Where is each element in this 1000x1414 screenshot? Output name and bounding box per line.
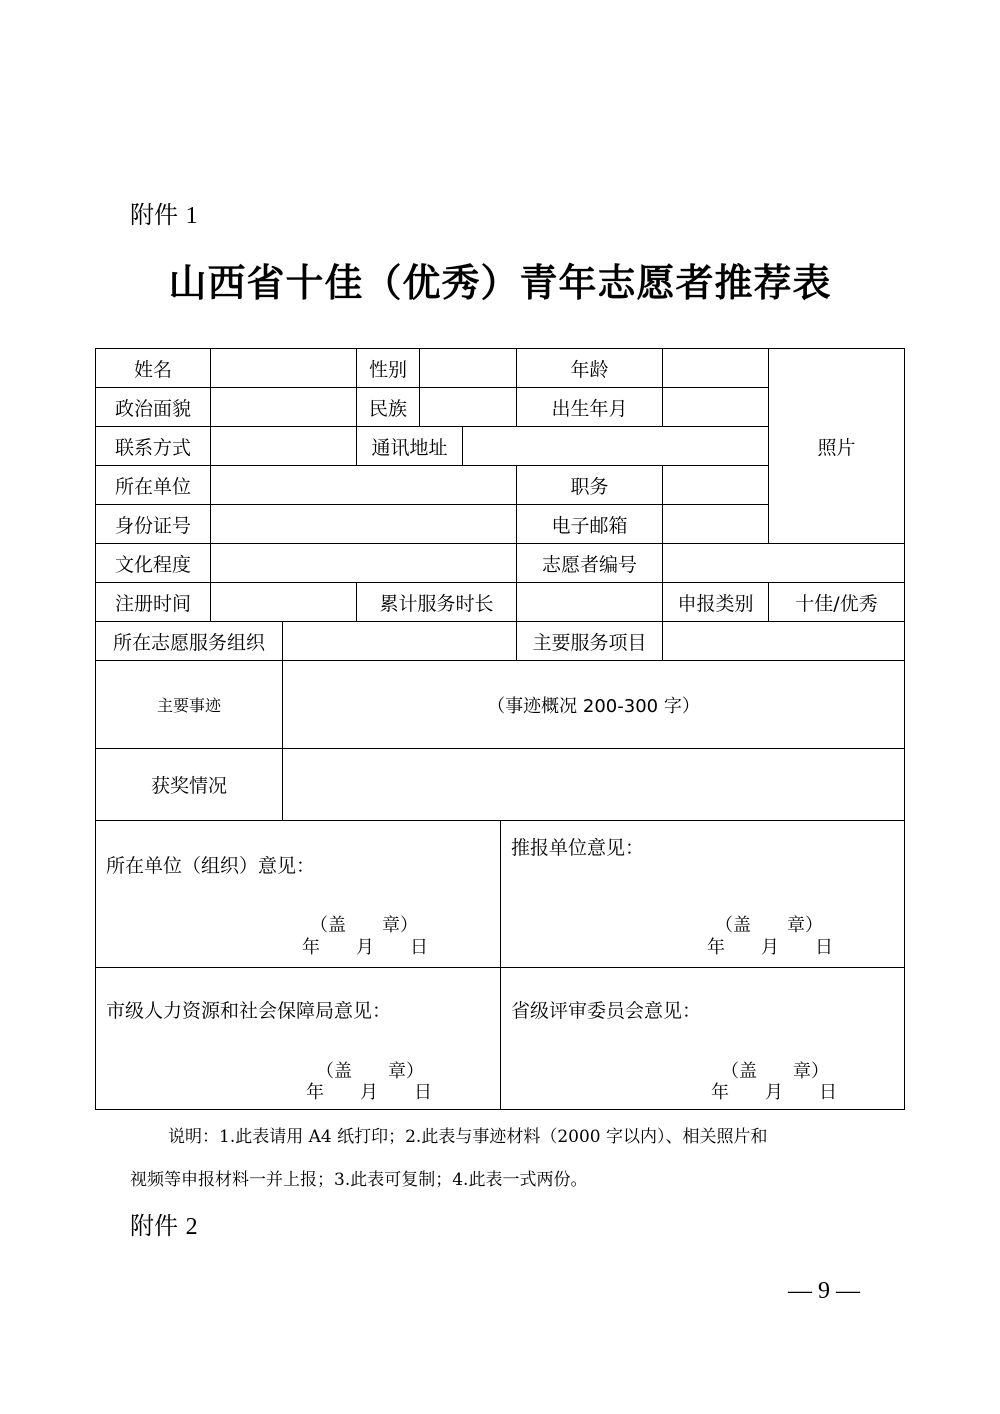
field-id-number[interactable] [211,505,517,544]
label-birth: 出生年月 [517,388,663,427]
label-service-hours: 累计服务时长 [357,583,517,622]
page-number: — 9 — [788,1278,860,1304]
opinion-unit-box[interactable] [96,821,501,968]
attachment-number: 2 [185,1214,198,1240]
field-organization[interactable] [283,622,517,661]
label-address: 通讯地址 [357,427,463,466]
date-text: 年 月 日 [711,1082,837,1103]
field-service-hours[interactable] [517,583,663,622]
date-text: 年 月 日 [302,937,428,958]
note-line-2: 视频等申报材料一并上报；3.此表可复制；4.此表一式两份。 [130,1170,588,1190]
label-contact: 联系方式 [96,427,211,466]
label-main-project: 主要服务项目 [517,622,663,661]
field-ethnicity[interactable] [420,388,517,427]
field-email[interactable] [663,505,769,544]
field-volunteer-id[interactable] [663,544,904,583]
seal-text: （盖 章） [316,1061,424,1082]
label-category: 申报类别 [663,583,769,622]
field-awards[interactable] [283,749,904,821]
label-education: 文化程度 [96,544,211,583]
seal-text: （盖 章） [310,915,418,936]
attachment-2-heading [130,1206,198,1241]
attachment-heading [130,195,198,230]
field-contact[interactable] [211,427,357,466]
field-category[interactable]: 十佳/优秀 [769,583,904,622]
seal-text: （盖 章） [721,1061,829,1082]
note-line-1: 说明：1.此表请用 A4 纸打印；2.此表与事迹材料（2000 字以内）、相关照片和 [168,1127,768,1147]
field-address[interactable] [463,427,769,466]
field-age[interactable] [663,349,769,388]
opinion-recommender-label: 推报单位意见： [511,837,645,859]
label-ethnicity: 民族 [357,388,420,427]
label-organization: 所在志愿服务组织 [96,622,283,661]
label-volunteer-id: 志愿者编号 [517,544,663,583]
field-main-project[interactable] [663,622,904,661]
date-text: 年 月 日 [306,1082,432,1103]
label-register-time: 注册时间 [96,583,211,622]
field-deeds[interactable]: （事迹概况 200-300 字） [283,661,904,749]
field-name[interactable] [211,349,357,388]
label-employer: 所在单位 [96,466,211,505]
label-email: 电子邮箱 [517,505,663,544]
label-gender: 性别 [357,349,420,388]
field-political[interactable] [211,388,357,427]
label-age: 年龄 [517,349,663,388]
opinion-unit-label: 所在单位（组织）意见： [106,855,316,877]
label-position: 职务 [517,466,663,505]
field-register-time[interactable] [211,583,357,622]
label-political: 政治面貌 [96,388,211,427]
opinion-recommender-box[interactable] [501,821,904,968]
field-birth[interactable] [663,388,769,427]
field-position[interactable] [663,466,769,505]
photo-box[interactable]: 照片 [769,349,904,544]
opinion-city-hr-label: 市级人力资源和社会保障局意见： [106,1000,392,1022]
label-awards: 获奖情况 [96,749,283,821]
field-education[interactable] [211,544,517,583]
field-employer[interactable] [211,466,517,505]
label-deeds: 主要事迹 [96,661,283,749]
recommendation-form [95,348,905,1110]
date-text: 年 月 日 [707,937,833,958]
opinion-province-label: 省级评审委员会意见： [511,1000,702,1022]
page-title: 山西省十佳（优秀）青年志愿者推荐表 [168,261,832,305]
attachment-label: 附件 [130,1212,178,1240]
attachment-number: 1 [185,203,198,229]
label-id-number: 身份证号 [96,505,211,544]
opinion-province-box[interactable] [501,968,904,1109]
attachment-label: 附件 [130,201,178,229]
seal-text: （盖 章） [715,915,823,936]
label-name: 姓名 [96,349,211,388]
field-gender[interactable] [420,349,517,388]
opinion-city-hr-box[interactable] [96,968,501,1109]
